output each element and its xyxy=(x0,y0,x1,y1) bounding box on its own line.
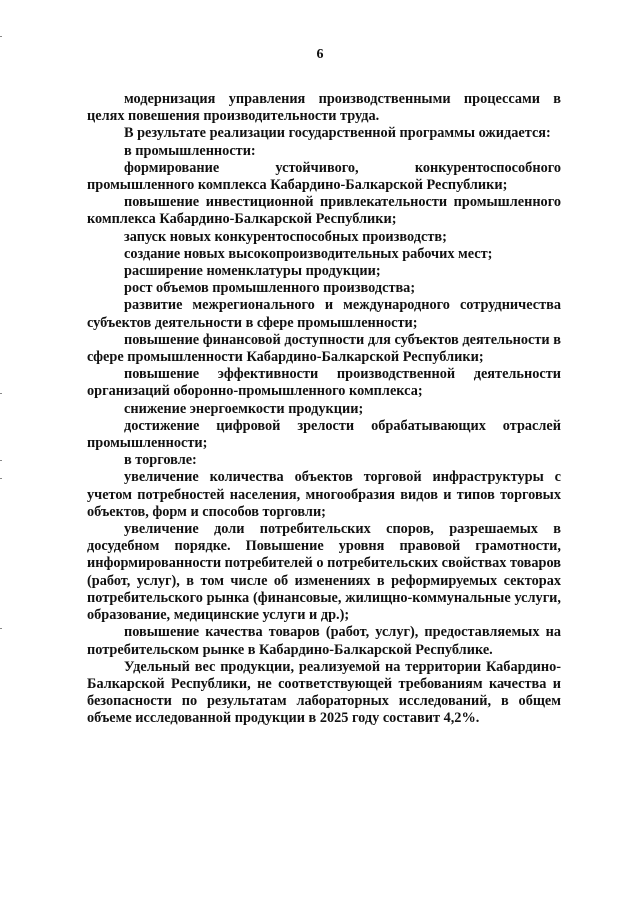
document-body xyxy=(87,91,561,728)
paragraph-results-intro: В результате реализации государственной программы ожидается: xyxy=(124,125,551,142)
scan-edge-mark xyxy=(0,460,2,461)
paragraph-trade-infrastructure: увеличение количества объектов торговой инфраструктуры с учетом потребностей населения, многообразия видов и типов торговых объектов, форм и способов торговли; xyxy=(87,469,561,520)
paragraph-new-productions: запуск новых конкурентоспособных производств; xyxy=(124,228,447,245)
paragraph-modernization: модернизация управления производственными процессами в целях повешения производительности труда. xyxy=(87,91,561,125)
paragraph-specific-weight: Удельный вес продукции, реализуемой на территории Кабардино-Балкарской Республики, не соответствующей требованиям качества и безопасности по результатам лабораторных исследований, в общем объеме исследованной продукции в 2025 году составит 4,2%. xyxy=(87,658,561,727)
scan-edge-mark xyxy=(0,478,2,479)
paragraph-consumer-disputes: увеличение доли потребительских споров, разрешаемых в досудебном порядке. Повышение уровня правовой грамотности, информированности потребителей о потребительских свойствах товаров (работ, услуг), в том числе об изменениях в реформируемых секторах потребительского рынка (финансовые, жилищно-коммунальные услуги, образование, медицинские услуги и др.); xyxy=(87,521,561,624)
paragraph-new-jobs: создание новых высокопроизводительных рабочих мест; xyxy=(124,245,493,262)
paragraph-financial-accessibility: повышение финансовой доступности для субъектов деятельности в сфере промышленности Кабардино-Балкарской Республики; xyxy=(87,331,561,366)
paragraph-energy-intensity: снижение энергоемкости продукции; xyxy=(124,400,364,417)
paragraph-digital-maturity: достижение цифровой зрелости обрабатывающих отраслей промышленности; xyxy=(87,417,561,452)
page-number: 6 xyxy=(316,47,324,62)
paragraph-production-growth: рост объемов промышленного производства; xyxy=(124,280,416,297)
scan-edge-mark xyxy=(0,393,2,394)
paragraph-defense-efficiency: повышение эффективности производственной деятельности организаций оборонно-промышленного комплекса; xyxy=(87,366,561,400)
paragraph-investment-attractiveness: повышение инвестиционной привлекательности промышленного комплекса Кабардино-Балкарской Республики; xyxy=(87,194,561,228)
paragraph-industry-heading: в промышленности: xyxy=(124,142,256,159)
scan-edge-mark xyxy=(0,36,2,37)
paragraph-product-range: расширение номенклатуры продукции; xyxy=(124,263,381,280)
paragraph-goods-quality: повышение качества товаров (работ, услуг), предоставляемых на потребительском рынке в Кабардино-Балкарской Республике. xyxy=(87,624,561,658)
paragraph-trade-heading: в торговле: xyxy=(124,452,197,469)
scan-edge-mark xyxy=(0,628,2,629)
paragraph-competitive-complex: формирование устойчивого, конкурентоспособного промышленного комплекса Кабардино-Балкарской Республики; xyxy=(87,159,561,194)
paragraph-cooperation: развитие межрегионального и международного сотрудничества субъектов деятельности в сфере промышленности; xyxy=(87,297,561,331)
